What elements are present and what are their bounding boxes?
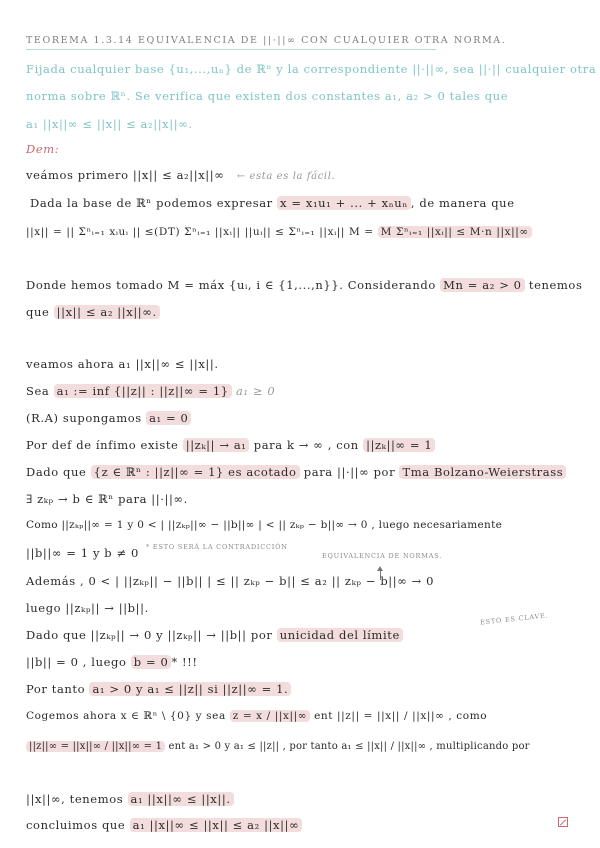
theorem-line-2: norma sobre ℝⁿ. Se verifica que existen dos constantes a₁, a₂ > 0 tales que bbox=[26, 89, 509, 103]
proof-text: veámos primero ||x|| ≤ a₂||x||∞ bbox=[26, 168, 225, 182]
proof-text: Por tanto bbox=[26, 682, 86, 696]
highlight: ||zₖ|| → a₁ bbox=[183, 438, 250, 452]
proof-text: ent ||z|| = ||x|| / ||x||∞ , como bbox=[314, 710, 488, 722]
proof-line-6: veamos ahora a₁ ||x||∞ ≤ ||x||. bbox=[26, 357, 219, 371]
proof-label: Dem: bbox=[26, 142, 60, 156]
highlight: ||x|| ≤ a₂ ||x||∞. bbox=[54, 305, 160, 319]
highlight: {z ∈ ℝⁿ : ||z||∞ = 1} es acotado bbox=[91, 465, 300, 479]
proof-line-3 bbox=[26, 226, 532, 238]
highlight: z = x / ||x||∞ bbox=[230, 710, 310, 722]
highlight: x = x₁u₁ + ... + xₙuₙ bbox=[277, 196, 411, 210]
highlight: ||z||∞ = ||x||∞ / ||x||∞ = 1 bbox=[26, 741, 165, 752]
highlight: ||zₖ||∞ = 1 bbox=[363, 438, 435, 452]
contradiction-note: * ESTO SERÁ LA CONTRADICCIÓN bbox=[146, 543, 288, 551]
key-note: ESTO ES CLAVE. bbox=[479, 611, 549, 627]
proof-line-10 bbox=[26, 465, 566, 479]
proof-text: concluimos que bbox=[26, 818, 126, 832]
highlight: M Σⁿᵢ₌₁ ||xᵢ|| ≤ M·n ||x||∞ bbox=[378, 226, 532, 238]
highlight: a₁ ||x||∞ ≤ ||x|| ≤ a₂ ||x||∞ bbox=[130, 818, 303, 832]
highlight: a₁ := inf {||z|| : ||z||∞ = 1} bbox=[54, 384, 232, 398]
proof-text: ||x|| = || Σⁿᵢ₌₁ xᵢuᵢ || ≤(DT) Σⁿᵢ₌₁ ||xᵢ|| ||uᵢ|| ≤ Σⁿᵢ₌₁ ||xᵢ|| M = bbox=[26, 226, 374, 238]
proof-line-21 bbox=[26, 792, 234, 806]
proof-line-17 bbox=[26, 655, 198, 669]
proof-line-22 bbox=[26, 818, 302, 832]
proof-text: , de manera que bbox=[410, 196, 515, 210]
norm-equivalence-note: EQUIVALENCIA DE NORMAS. bbox=[322, 552, 443, 560]
proof-line-1 bbox=[26, 168, 335, 182]
proof-text: ent a₁ > 0 y a₁ ≤ ||z|| , por tanto a₁ ≤ ||x|| / ||x||∞ , multiplicando por bbox=[168, 741, 530, 752]
highlight: a₁ = 0 bbox=[146, 411, 191, 425]
proof-text: Por def de ínfimo existe bbox=[26, 438, 179, 452]
theorem-line-1: Fijada cualquier base {u₁,...,uₙ} de ℝⁿ y la correspondiente ||·||∞, sea ||·|| cualquier otra bbox=[26, 62, 597, 76]
highlight: b = 0 bbox=[131, 655, 172, 669]
highlight: Tma Bolzano-Weierstrass bbox=[399, 465, 566, 479]
proof-text: para k → ∞ , con bbox=[253, 438, 359, 452]
highlight: a₁ ||x||∞ ≤ ||x||. bbox=[128, 792, 234, 806]
proof-text: Donde hemos tomado M = máx {uᵢ, i ∈ {1,...,n}}. Considerando bbox=[26, 278, 436, 292]
side-note: ← esta es la fácil. bbox=[236, 171, 336, 182]
proof-line-4 bbox=[26, 278, 582, 292]
proof-text: ||b|| = 0 , luego bbox=[26, 655, 127, 669]
theorem-line-3: a₁ ||x||∞ ≤ ||x|| ≤ a₂||x||∞. bbox=[26, 117, 193, 131]
proof-line-15: luego ||zₖₚ|| → ||b||. bbox=[26, 601, 149, 615]
proof-text: que bbox=[26, 305, 50, 319]
highlight: Mn = a₂ > 0 bbox=[440, 278, 524, 292]
proof-text: Dado que bbox=[26, 465, 87, 479]
proof-line-16 bbox=[26, 628, 403, 642]
proof-text: * !!! bbox=[171, 655, 198, 669]
proof-line-7 bbox=[26, 384, 275, 398]
proof-line-12: Como ||zₖₚ||∞ = 1 y 0 < | ||zₖₚ||∞ − ||b||∞ | < || zₖₚ − b||∞ → 0 , luego necesariamente bbox=[26, 519, 503, 531]
proof-text: para ||·||∞ por bbox=[303, 465, 396, 479]
side-note: a₁ ≥ 0 bbox=[235, 384, 276, 398]
proof-text: (R.A) supongamos bbox=[26, 411, 142, 425]
proof-text: Dada la base de ℝⁿ podemos expresar bbox=[30, 196, 273, 210]
highlight: a₁ > 0 y a₁ ≤ ||z|| si ||z||∞ = 1. bbox=[89, 682, 291, 696]
proof-line-11: ∃ zₖₚ → b ∈ ℝⁿ para ||·||∞. bbox=[26, 492, 188, 506]
proof-text: Sea bbox=[26, 384, 50, 398]
title-underline bbox=[26, 49, 436, 50]
proof-text: Cogemos ahora x ∈ ℝⁿ \ {0} y sea bbox=[26, 710, 226, 722]
proof-line-5 bbox=[26, 305, 160, 319]
proof-line-18 bbox=[26, 682, 291, 696]
proof-line-13: ||b||∞ = 1 y b ≠ 0 bbox=[26, 546, 139, 560]
proof-text: tenemos bbox=[528, 278, 583, 292]
proof-line-9 bbox=[26, 438, 435, 452]
proof-text: Dado que ||zₖₚ|| → 0 y ||zₖₚ|| → ||b|| por bbox=[26, 628, 273, 642]
qed-box-icon bbox=[558, 817, 568, 827]
proof-line-20 bbox=[26, 741, 530, 752]
highlight: unicidad del límite bbox=[277, 628, 403, 642]
proof-line-8 bbox=[26, 411, 191, 425]
proof-line-2 bbox=[30, 196, 515, 210]
proof-text: ||x||∞, tenemos bbox=[26, 792, 124, 806]
proof-line-14: Además , 0 < | ||zₖₚ|| − ||b|| | ≤ || zₖₚ − b|| ≤ a₂ || zₖₚ − b||∞ → 0 bbox=[26, 574, 435, 588]
theorem-title: TEOREMA 1.3.14 EQUIVALENCIA DE ||·||∞ CON CUALQUIER OTRA NORMA. bbox=[26, 35, 507, 46]
proof-line-19 bbox=[26, 710, 487, 722]
